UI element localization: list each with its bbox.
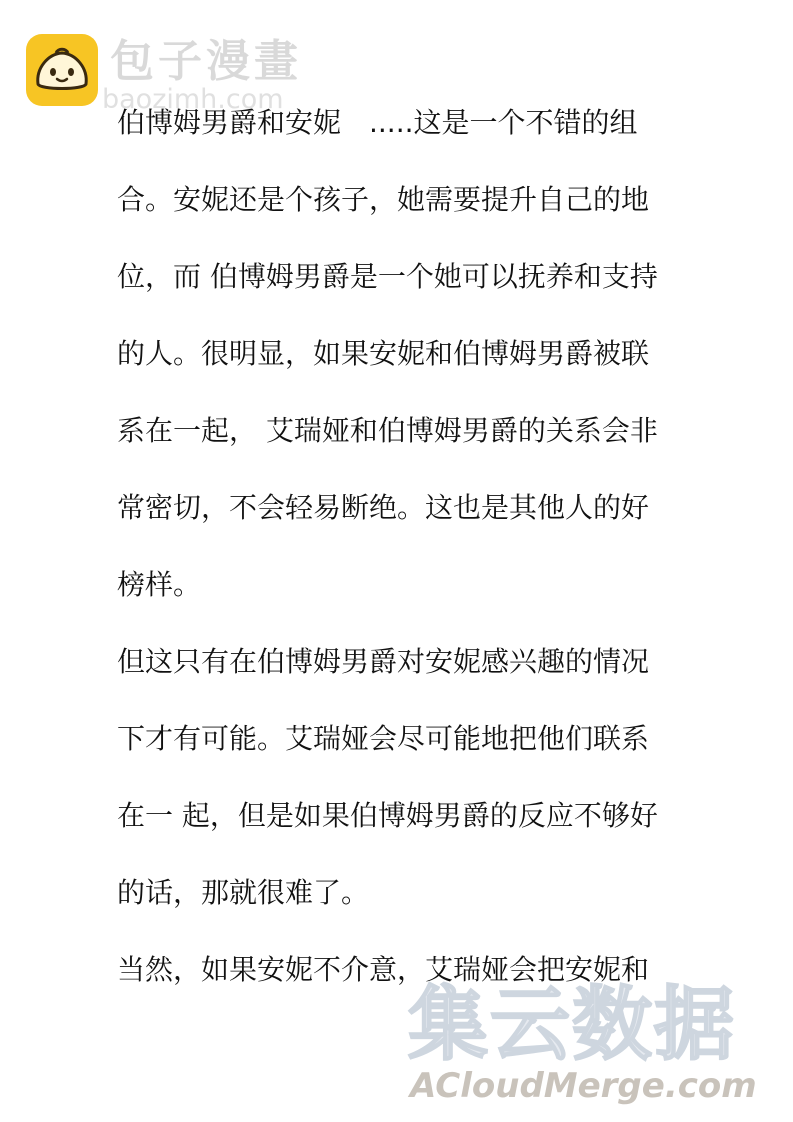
text-line: 合。安妮还是个孩子，她需要提升自己的地 bbox=[117, 183, 650, 216]
text-line: 的话，那就很难了。 bbox=[117, 876, 370, 909]
article-body bbox=[117, 96, 685, 1020]
text-line: 伯博姆男爵和安妮 .....这是一个不错的组 bbox=[117, 106, 638, 139]
paragraph bbox=[117, 96, 685, 612]
bun-mascot-icon bbox=[26, 34, 98, 106]
text-line: 榜样。 bbox=[117, 568, 202, 601]
text-line: 当然，如果安妮不介意，艾瑞娅会把安妮和 bbox=[117, 953, 650, 986]
brand-url: baozimh.com bbox=[102, 84, 284, 115]
text-line: 系在一起， 艾瑞娅和伯博姆男爵的关系会非 bbox=[117, 414, 658, 447]
text-line: 但这只有在伯博姆男爵对安妮感兴趣的情况 bbox=[117, 645, 650, 678]
watermark-cn: 集云数据 bbox=[408, 978, 736, 1071]
text-line: 在一 起，但是如果伯博姆男爵的反应不够好 bbox=[117, 799, 658, 832]
text-line: 下才有可能。艾瑞娅会尽可能地把他们联系 bbox=[117, 722, 650, 755]
text-line: 的人。很明显，如果安妮和伯博姆男爵被联 bbox=[117, 337, 650, 370]
brand-name: 包子漫畫 bbox=[110, 36, 302, 87]
paragraph bbox=[117, 635, 685, 920]
text-line: 常密切，不会轻易断绝。这也是其他人的好 bbox=[117, 491, 650, 524]
watermark-en: ACloudMerge.com bbox=[410, 1066, 757, 1106]
text-line: 位，而 伯博姆男爵是一个她可以抚养和支持 bbox=[117, 260, 658, 293]
